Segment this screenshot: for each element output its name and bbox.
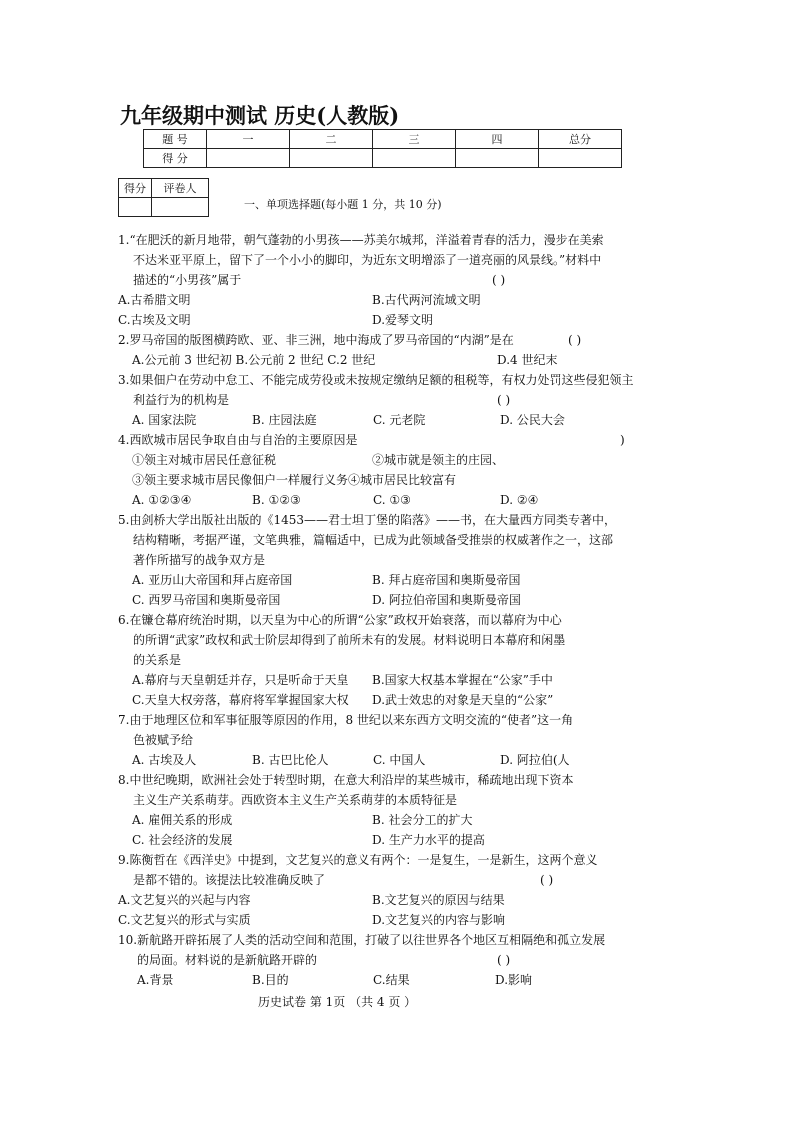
score-cell <box>456 149 539 168</box>
grader-score-label: 得分 <box>119 179 152 198</box>
question-text: 2.罗马帝国的版图横跨欧、亚、非三洲，地中海成了罗马帝国的“内湖”是在 <box>118 333 514 347</box>
option: C. ①③ <box>373 493 411 507</box>
option: C.古埃及文明 <box>118 313 191 327</box>
option: C.文艺复兴的形式与实质 <box>118 913 251 927</box>
option: B. 拜占庭帝国和奥斯曼帝国 <box>372 573 521 587</box>
question-text: 9.陈衡哲在《西洋史》中提到，文艺复兴的意义有两个：一是复生，一是新生，这两个意义 <box>118 853 598 867</box>
score-header-cell: 四 <box>456 130 539 149</box>
question-text: 10.新航路开辟拓展了人类的活动空间和范围，打破了以往世界各个地区互相隔绝和孤立发展 <box>118 933 606 947</box>
score-header-cell: 一 <box>207 130 290 149</box>
score-header-cell: 总分 <box>539 130 622 149</box>
option: D.影响 <box>495 973 533 987</box>
option: B. ①②③ <box>252 493 301 507</box>
question-text: 5.由剑桥大学出版社出版的《1453——君士坦丁堡的陷落》——书，在大量西方同类专著中， <box>118 513 616 527</box>
option: C. 社会经济的发展 <box>132 833 233 847</box>
answer-bracket: ( ) <box>540 873 554 887</box>
option: D. 公民大会 <box>500 413 565 427</box>
question-text: 利益行为的机构是 <box>133 393 230 407</box>
score-table-header-row <box>144 130 622 149</box>
grader-name-label: 评卷人 <box>152 179 209 198</box>
question-text: 结构精晰，考据严谨，文笔典雅，篇幅适中，已成为此领域备受推崇的权威著作之一，这部 <box>133 533 614 547</box>
question-text: 色被赋予给 <box>133 733 194 747</box>
option: ③领主要求城市居民像佃户一样履行义务④城市居民比较富有 <box>132 473 457 487</box>
option: A.公元前 3 世纪初 B.公元前 2 世纪 C.2 世纪 <box>132 353 376 367</box>
answer-bracket: ( ) <box>492 273 506 287</box>
page-title: 九年级期中测试 历史(人教版) <box>120 103 400 128</box>
option: C.结果 <box>373 973 410 987</box>
option: D. 阿拉伯帝国和奥斯曼帝国 <box>372 593 521 607</box>
option: D.文艺复兴的内容与影响 <box>372 913 506 927</box>
question-text: 3.如果佃户在劳动中怠工、不能完成劳役或未按规定缴纳足额的租税等，有权力处罚这些侵犯领主 <box>118 373 634 387</box>
option: D. 生产力水平的提高 <box>372 833 485 847</box>
answer-bracket: ( ) <box>497 953 511 967</box>
question-text: 的局面。材料说的是新航路开辟的 <box>137 953 318 967</box>
option: C. 元老院 <box>373 413 426 427</box>
option: ②城市就是领主的庄园、 <box>372 453 505 467</box>
answer-bracket: ( ) <box>497 393 511 407</box>
score-header-cell: 题 号 <box>144 130 207 149</box>
option: A. ①②③④ <box>132 493 192 507</box>
score-table <box>143 129 622 168</box>
score-table-score-row <box>144 149 622 168</box>
question-text: 7.由于地理区位和军事征服等原因的作用，8 世纪以来东西方文明交流的“使者”这一角 <box>118 713 574 727</box>
question-text: 4.西欧城市居民争取自由与自治的主要原因是 <box>118 433 358 447</box>
option: B. 古巴比伦人 <box>252 753 329 767</box>
question-text: 著作所描写的战争双方是 <box>133 553 266 567</box>
option: A. 国家法院 <box>132 413 197 427</box>
score-row-label: 得 分 <box>144 149 207 168</box>
option: A.幕府与天皇朝廷并存，只是听命于天皇 <box>132 673 349 687</box>
option: B. 社会分工的扩大 <box>372 813 473 827</box>
question-text: 主义生产关系萌芽。西欧资本主义生产关系萌芽的本质特征是 <box>133 793 458 807</box>
option: D.武士效忠的对象是天皇的“公家” <box>372 693 554 707</box>
question-text: 的所谓“武家”政权和武士阶层却得到了前所未有的发展。材料说明日本幕府和闲墨 <box>133 633 566 647</box>
option: C.天皇大权旁落，幕府将军掌握国家大权 <box>132 693 349 707</box>
grader-name-cell <box>152 198 209 217</box>
option: D. 阿拉伯(人 <box>500 753 570 767</box>
option: B.文艺复兴的原因与结果 <box>372 893 505 907</box>
option: B. 庄园法庭 <box>252 413 317 427</box>
question-text: 描述的“小男孩”属于 <box>133 273 242 287</box>
score-header-cell: 三 <box>373 130 456 149</box>
grader-table <box>118 178 209 217</box>
question-text: 8.中世纪晚期，欧洲社会处于转型时期，在意大利沿岸的某些城市，稀疏地出现下资本 <box>118 773 574 787</box>
section-title: 一、单项选择题(每小题 1 分，共 10 分) <box>244 198 442 211</box>
option: D.4 世纪末 <box>497 353 558 367</box>
option: ①领主对城市居民任意征税 <box>132 453 277 467</box>
score-cell <box>290 149 373 168</box>
score-cell <box>373 149 456 168</box>
question-text: 的关系是 <box>133 653 182 667</box>
option: C. 西罗马帝国和奥斯曼帝国 <box>132 593 281 607</box>
option: D. ②④ <box>500 493 539 507</box>
option: B.目的 <box>252 973 289 987</box>
question-text: 6.在镰仓幕府统治时期，以天皇为中心的所谓“公家”政权开始衰落，而以幕府为中心 <box>118 613 562 627</box>
option: A.背景 <box>137 973 174 987</box>
score-cell <box>207 149 290 168</box>
option: B.古代两河流域文明 <box>372 293 481 307</box>
option: A.古希腊文明 <box>118 293 191 307</box>
score-header-cell: 二 <box>290 130 373 149</box>
question-text: 1.“在肥沃的新月地带，朝气蓬勃的小男孩——苏美尔城邦，洋溢着青春的活力，漫步在美索 <box>118 233 604 247</box>
option: C. 中国人 <box>373 753 426 767</box>
grader-score-cell <box>119 198 152 217</box>
score-cell <box>539 149 622 168</box>
option: A. 古埃及人 <box>132 753 197 767</box>
option: B.国家大权基本掌握在“公家”手中 <box>372 673 553 687</box>
page-footer: 历史试卷 第 1页 （共 4 页 ） <box>258 995 417 1009</box>
question-text: 是都不错的。该提法比较准确反映了 <box>133 873 326 887</box>
answer-bracket: ( ) <box>568 333 582 347</box>
option: D.爱琴文明 <box>372 313 434 327</box>
option: A.文艺复兴的兴起与内容 <box>118 893 251 907</box>
option: A. 亚历山大帝国和拜占庭帝国 <box>132 573 293 587</box>
question-text: 不达米亚平原上，留下了一个小小的脚印，为近东文明增添了一道亮丽的风景线。”材料中 <box>133 253 602 267</box>
option: A. 雇佣关系的形成 <box>132 813 233 827</box>
answer-bracket: ) <box>620 433 625 447</box>
